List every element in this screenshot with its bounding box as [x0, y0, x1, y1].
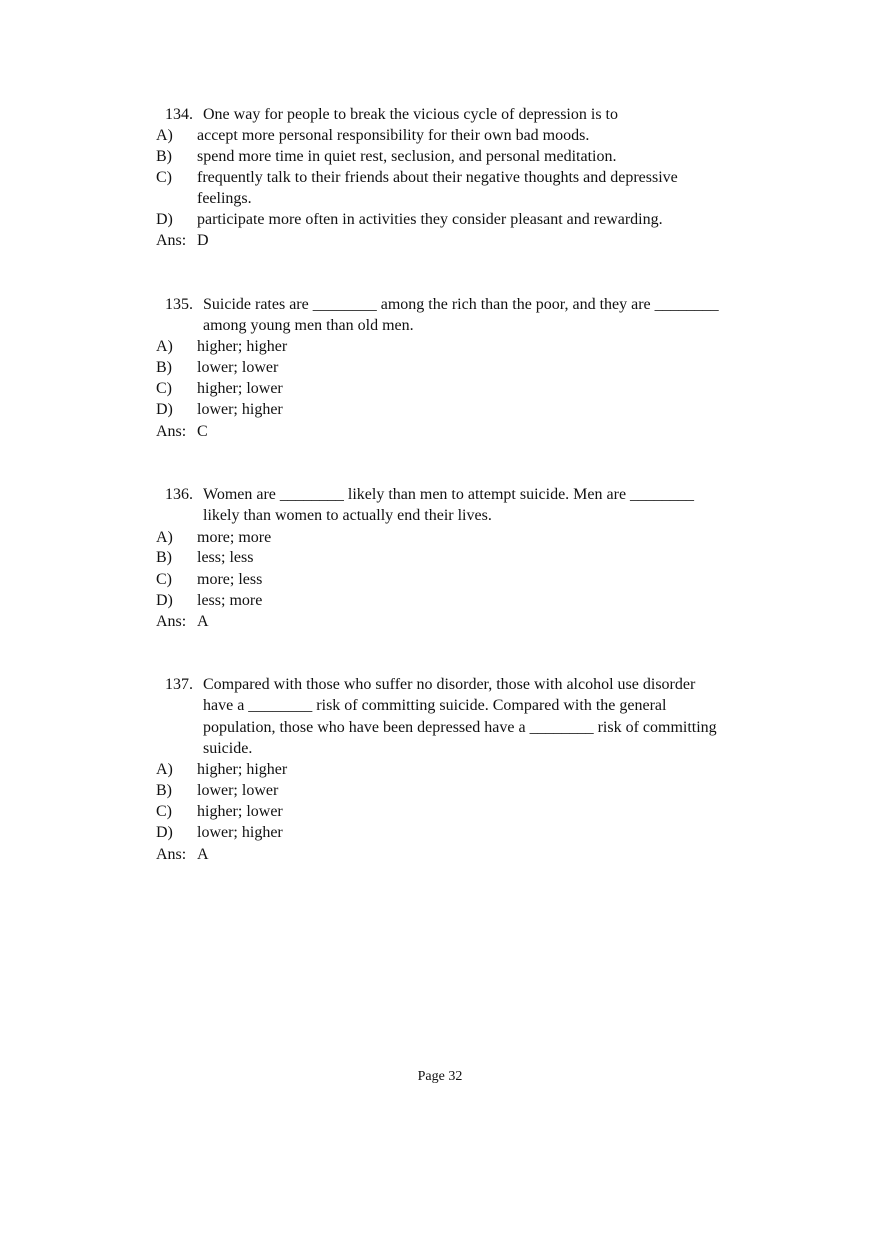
question-number: 134. [165, 106, 193, 123]
question-stem-line: among young men than old men. [203, 317, 414, 334]
answer-label: Ans: [156, 232, 187, 249]
question-number: 135. [165, 296, 193, 313]
option-letter: D) [156, 211, 173, 228]
option-text: lower; higher [197, 401, 283, 418]
option-text: higher; higher [197, 761, 288, 778]
answer-label: Ans: [156, 613, 187, 630]
option-text: frequently talk to their friends about their negative thoughts and depressive [197, 169, 678, 186]
option-letter: A) [156, 529, 173, 546]
question-number: 136. [165, 486, 193, 503]
option-text: spend more time in quiet rest, seclusion, and personal meditation. [197, 148, 617, 165]
answer-value: A [197, 613, 209, 630]
option-text: accept more personal responsibility for their own bad moods. [197, 127, 590, 144]
option-text: less; less [197, 549, 254, 566]
question-stem-line: suicide. [203, 740, 253, 757]
option-text: more; more [197, 529, 272, 546]
option-text: higher; lower [197, 803, 283, 820]
answer-value: A [197, 846, 209, 863]
option-letter: B) [156, 549, 172, 566]
option-letter: D) [156, 824, 173, 841]
option-text: lower; lower [197, 359, 279, 376]
answer-label: Ans: [156, 423, 187, 440]
option-letter: B) [156, 148, 172, 165]
question-stem-line: likely than women to actually end their lives. [203, 507, 492, 524]
option-letter: C) [156, 380, 172, 397]
answer-value: C [197, 423, 208, 440]
page-number: Page 32 [417, 1069, 463, 1084]
option-text: less; more [197, 592, 263, 609]
option-text: lower; higher [197, 824, 283, 841]
option-text: higher; lower [197, 380, 283, 397]
option-text: more; less [197, 571, 263, 588]
option-letter: C) [156, 169, 172, 186]
option-letter: B) [156, 782, 172, 799]
answer-label: Ans: [156, 846, 187, 863]
option-letter: A) [156, 761, 173, 778]
question-stem-line: Suicide rates are ________ among the rich than the poor, and they are ________ [203, 296, 719, 313]
option-letter: A) [156, 338, 173, 355]
option-letter: C) [156, 571, 172, 588]
question-stem-line: One way for people to break the vicious cycle of depression is to [203, 106, 618, 123]
question-stem-line: Women are ________ likely than men to attempt suicide. Men are ________ [203, 486, 695, 503]
option-letter: C) [156, 803, 172, 820]
option-text: feelings. [197, 190, 252, 207]
question-stem-line: Compared with those who suffer no disorder, those with alcohol use disorder [203, 676, 696, 693]
option-text: participate more often in activities they consider pleasant and rewarding. [197, 211, 663, 228]
option-letter: B) [156, 359, 172, 376]
option-text: lower; lower [197, 782, 279, 799]
answer-value: D [197, 232, 209, 249]
question-number: 137. [165, 676, 193, 693]
option-letter: D) [156, 592, 173, 609]
option-text: higher; higher [197, 338, 288, 355]
option-letter: A) [156, 127, 173, 144]
question-stem-line: have a ________ risk of committing suicide. Compared with the general [203, 697, 667, 714]
option-letter: D) [156, 401, 173, 418]
question-stem-line: population, those who have been depressed have a ________ risk of committing [203, 719, 717, 736]
